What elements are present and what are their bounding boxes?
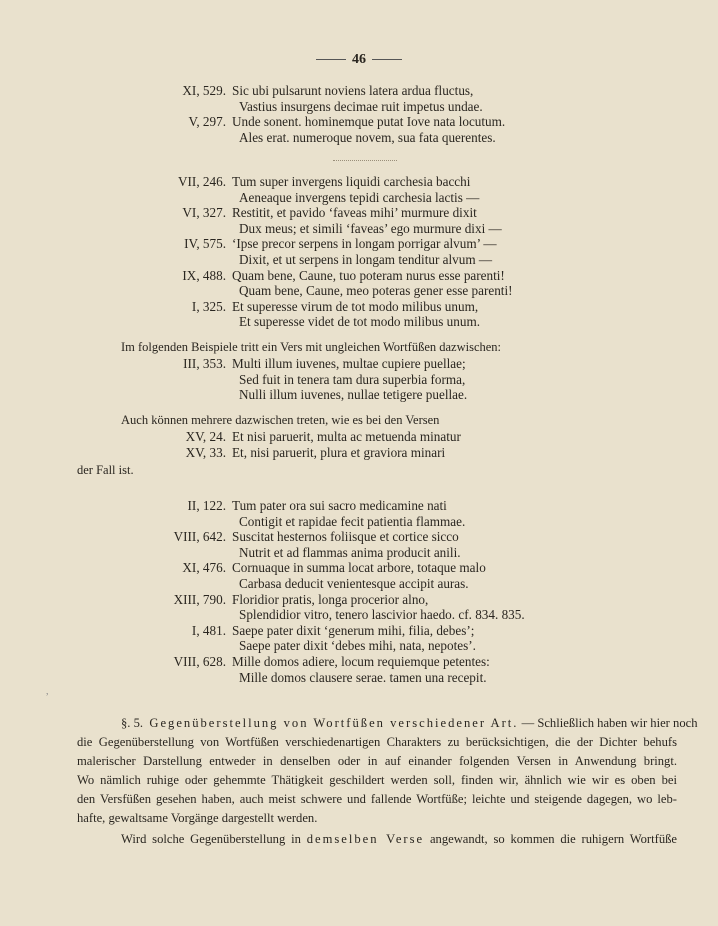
section-last-line [77, 830, 677, 849]
section-5-paragraph [77, 714, 698, 849]
verse-reference: IX, 488. [182, 267, 226, 283]
verse-text: Et, nisi paruerit, plura et graviora minari [232, 444, 446, 460]
verse-reference: I, 481. [191, 622, 226, 638]
verse-text: Aeneaque invergens tepidi carchesia lactis — [239, 189, 480, 205]
verse-text: Floridior pratis, longa procerior alno, [232, 591, 429, 607]
section-first-line [77, 714, 698, 733]
verse-text: Carbasa deducit venientesque accipit auras. [239, 575, 469, 591]
verse-text: Sed fuit in tenera tam dura superbia forma, [239, 371, 466, 387]
verse-reference: VII, 246. [178, 174, 226, 189]
verse-group-4 [0, 429, 718, 460]
verse-text: Dixit, et ut serpens in longam tenditur alvum — [239, 251, 493, 267]
section-line-2: malerischer Darstellung entweder in denselben oder in auf einander folgenden Versen in Anwendung bringt. [77, 754, 677, 768]
verse-line [0, 592, 718, 608]
verse-line [0, 670, 718, 686]
margin-mark: , [46, 686, 49, 697]
verse-line [0, 130, 718, 146]
verse-line [0, 205, 718, 221]
verse-line [0, 498, 718, 514]
section-line-4: den Versfüßen gesehen haben, auch meist schwere und fallende Wortfüße; leichte und steigende dagegen, wo leb- [77, 792, 677, 806]
verse-line [0, 654, 718, 670]
verse-text: Nulli illum iuvenes, nullae tetigere puellae. [239, 387, 468, 403]
verse-line [0, 545, 718, 561]
verse-line [0, 623, 718, 639]
verse-text: Et superesse videt de tot modo milibus unum. [239, 314, 481, 330]
verse-text: Vastius insurgens decimae ruit impetus undae. [239, 98, 483, 114]
verse-text: Nutrit et ad flammas anima producit anili. [239, 544, 461, 560]
verse-line [0, 268, 718, 284]
verse-reference: XV, 24. [185, 429, 226, 444]
verse-line [0, 283, 718, 299]
intro-paragraph-2: Auch können mehrere dazwischen treten, wie es bei den Versen [121, 413, 440, 427]
fall-text: der Fall ist. [77, 463, 134, 477]
verse-line [0, 638, 718, 654]
verse-line [0, 607, 718, 623]
verse-text: Splendidior vitro, tenero lascivior haedo. cf. 834. 835. [239, 607, 525, 623]
last-line-start: Wird solche Gegenüberstellung in [121, 832, 301, 846]
verse-text: Restitit, et pavido ‘faveas mihi’ murmure dixit [232, 205, 477, 221]
verse-line [0, 445, 718, 461]
section-number: §. 5. [121, 716, 144, 730]
verse-text: Ales erat. numeroque novem, sua fata querentes. [239, 129, 496, 145]
section-line-3: Wo nämlich ruhige oder gehemmte Thätigkeit geschildert werden soll, finden wir, ähnlich wie wir es oben bei [77, 773, 677, 787]
verse-reference: III, 353. [183, 356, 226, 371]
verse-text: Tum super invergens liquidi carchesia bacchi [232, 174, 471, 189]
section-line-5: hafte, gewaltsame Vorgänge dargestellt werden. [77, 811, 318, 825]
verse-group-3 [0, 356, 718, 403]
verse-reference: VIII, 642. [173, 529, 226, 545]
verse-line [0, 314, 718, 330]
verse-reference: VI, 327. [182, 205, 226, 221]
verse-group-5 [0, 498, 718, 685]
verse-text: Et nisi paruerit, multa ac metuenda minatur [232, 429, 461, 444]
page-number: 46 [352, 52, 366, 67]
verse-line [0, 514, 718, 530]
verse-line [0, 576, 718, 592]
verse-text: Dux meus; et simili ‘faveas’ ego murmure dixi — [239, 220, 502, 236]
section-line-1: die Gegenüberstellung von Wortfüßen verschiedenartigen Charakters zu berücksichtigen, die der Dichter behufs [77, 735, 677, 749]
verse-text: Saepe pater dixit ‘generum mihi, filia, debes’; [232, 622, 475, 638]
verse-reference: VIII, 628. [173, 653, 226, 669]
verse-line [0, 387, 718, 403]
verse-text: Et superesse virum de tot modo milibus unum, [232, 298, 479, 314]
verse-text: Multi illum iuvenes, multae cupiere puellae; [232, 356, 466, 371]
verse-text: Unde sonent. hominemque putat Iove nata locutum. [232, 114, 506, 130]
verse-reference: XI, 476. [182, 560, 226, 576]
verse-line [0, 114, 718, 130]
verse-line [0, 174, 718, 190]
verse-reference: XV, 33. [185, 444, 226, 460]
verse-line [0, 190, 718, 206]
verse-line [0, 372, 718, 388]
verse-group-1 [0, 83, 718, 145]
verse-line [0, 429, 718, 445]
verse-text: Quam bene, Caune, meo poteras gener esse parenti! [239, 283, 513, 299]
verse-line [0, 252, 718, 268]
section-title: Gegenüberstellung von Wortfüßen verschiedener Art. [149, 716, 519, 730]
verse-text: Contigit et rapidae fecit patientia flammae. [239, 513, 466, 529]
verse-text: Cornuaque in summa locat arbore, totaque malo [232, 560, 486, 576]
verse-line [0, 529, 718, 545]
verse-text: Saepe pater dixit ‘debes mihi, nata, nepotes’. [239, 638, 476, 654]
verse-line [0, 236, 718, 252]
verse-reference: XI, 529. [182, 83, 226, 98]
verse-line [0, 99, 718, 115]
verse-text: Tum pater ora sui sacro medicamine nati [232, 498, 447, 513]
verse-line [0, 83, 718, 99]
section-line-0: — Schließlich haben wir hier noch [521, 716, 698, 730]
verse-group-2 [0, 174, 718, 330]
verse-text: ‘Ipse precor serpens in longam porrigar alvum’ — [232, 236, 497, 252]
last-line-end: angewandt, so kommen die ruhigern Wortfüße [429, 832, 678, 846]
header-rule-right [372, 59, 402, 60]
verse-reference: XIII, 790. [173, 591, 226, 607]
verse-text: Mille domos clausere serae. tamen una recepit. [239, 669, 487, 685]
verse-text: Quam bene, Caune, tuo poteram nurus esse parenti! [232, 267, 505, 283]
verse-line [0, 560, 718, 576]
verse-text: Mille domos adiere, locum requiemque petentes: [232, 653, 490, 669]
verse-line [0, 221, 718, 237]
verse-text: Suscitat hesternos foliisque et cortice sicco [232, 529, 459, 545]
verse-reference: IV, 575. [184, 236, 226, 252]
separator-rule [333, 160, 397, 161]
verse-text: Sic ubi pulsarunt noviens latera ardua fluctus, [232, 83, 474, 98]
verse-reference: I, 325. [191, 298, 226, 314]
verse-reference: V, 297. [188, 114, 226, 130]
verse-line [0, 356, 718, 372]
last-line-spaced: demselben Verse [306, 832, 425, 846]
page-header [0, 52, 718, 68]
intro-paragraph-1: Im folgenden Beispiele tritt ein Vers mit ungleichen Wortfüßen dazwischen: [121, 340, 502, 354]
verse-line [0, 299, 718, 315]
header-rule-left [316, 59, 346, 60]
verse-reference: II, 122. [187, 498, 226, 513]
